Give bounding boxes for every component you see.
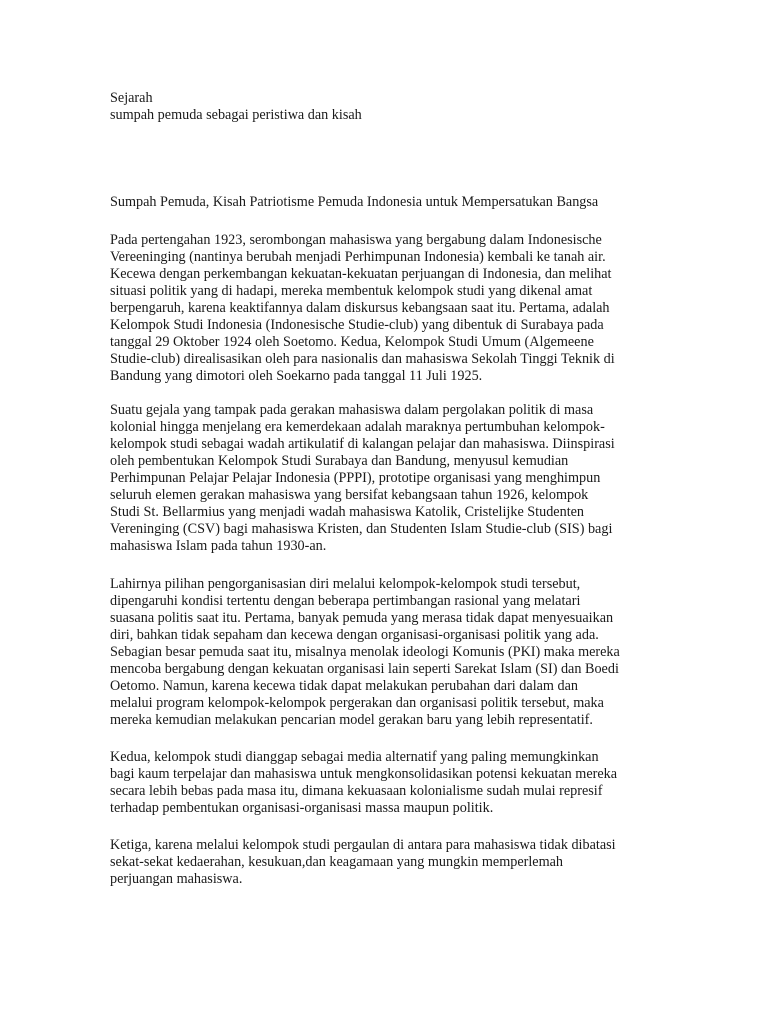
- text-line: kolonial hingga menjelang era kemerdekaan adalah maraknya pertumbuhan kelompok-: [110, 419, 605, 435]
- text-line: Kelompok Studi Indonesia (Indonesische Studie-club) yang dibentuk di Surabaya pada: [110, 317, 604, 333]
- text-line: sekat-sekat kedaerahan, kesukuan,dan keagamaan yang mungkin memperlemah: [110, 854, 564, 870]
- text-line: mencoba bergabung dengan kekuatan organisasi lain seperti Sarekat Islam (SI) dan Boedi: [110, 661, 619, 677]
- article-title: Sumpah Pemuda, Kisah Patriotisme Pemuda Indonesia untuk Mempersatukan Bangsa: [110, 194, 599, 210]
- document-header: [110, 90, 666, 124]
- text-line: Lahirnya pilihan pengorganisasian diri melalui kelompok-kelompok studi tersebut,: [110, 576, 581, 592]
- text-line: Bandung yang dimotori oleh Soekarno pada tanggal 11 Juli 1925.: [110, 368, 483, 384]
- header-line: sumpah pemuda sebagai peristiwa dan kisah: [110, 107, 362, 123]
- paragraph: [110, 576, 666, 729]
- text-line: Oetomo. Namun, karena kecewa tidak dapat melakukan perubahan dari dalam dan: [110, 678, 578, 694]
- text-line: mahasiswa Islam pada tahun 1930-an.: [110, 538, 327, 554]
- paragraph: [110, 837, 666, 888]
- text-line: Kedua, kelompok studi dianggap sebagai media alternatif yang paling memungkinkan: [110, 749, 599, 765]
- text-line: diri, bahkan tidak sepaham dan kecewa dengan organisasi-organisasi politik yang ada.: [110, 627, 599, 643]
- text-line: kelompok studi sebagai wadah artikulatif di kalangan pelajar dan mahasiswa. Diinspirasi: [110, 436, 615, 452]
- text-line: Studie-club) direalisasikan oleh para nasionalis dan mahasiswa Sekolah Tinggi Teknik di: [110, 351, 615, 367]
- text-line: Perhimpunan Pelajar Pelajar Indonesia (PPPI), prototipe organisasi yang menghimpun: [110, 470, 601, 486]
- text-line: berpengaruh, karena keaktifannya dalam diskursus kebangsaan saat itu. Pertama, adalah: [110, 300, 610, 316]
- text-line: Vereninging (CSV) bagi mahasiswa Kristen, dan Studenten Islam Studie-club (SIS) bagi: [110, 521, 613, 537]
- text-line: Vereeninging (nantinya berubah menjadi Perhimpunan Indonesia) kembali ke tanah air.: [110, 249, 606, 265]
- text-line: Studi St. Bellarmius yang menjadi wadah mahasiswa Katolik, Cristelijke Studenten: [110, 504, 585, 520]
- header-line: Sejarah: [110, 90, 153, 106]
- text-line: mereka kemudian melakukan pencarian model gerakan baru yang lebih representatif.: [110, 712, 593, 728]
- paragraph: [110, 232, 666, 385]
- text-line: oleh pembentukan Kelompok Studi Surabaya dan Bandung, menyusul kemudian: [110, 453, 569, 469]
- text-line: melalui program kelompok-kelompok pergerakan dan organisasi politik tersebut, maka: [110, 695, 604, 711]
- text-line: situasi politik yang di hadapi, mereka membentuk kelompok studi yang dikenal amat: [110, 283, 593, 299]
- text-line: Suatu gejala yang tampak pada gerakan mahasiswa dalam pergolakan politik di masa: [110, 402, 594, 418]
- text-line: secara lebih bebas pada masa itu, dimana kekuasaan kolonialisme sudah mulai represif: [110, 783, 603, 799]
- text-line: Pada pertengahan 1923, serombongan mahasiswa yang bergabung dalam Indonesische: [110, 232, 602, 248]
- paragraph: [110, 402, 666, 555]
- text-line: Kecewa dengan perkembangan kekuatan-kekuatan perjuangan di Indonesia, dan melihat: [110, 266, 612, 282]
- text-line: Ketiga, karena melalui kelompok studi pergaulan di antara para mahasiswa tidak dibatasi: [110, 837, 616, 853]
- text-line: dipengaruhi kondisi tertentu dengan beberapa pertimbangan rasional yang melatari: [110, 593, 581, 609]
- text-line: bagi kaum terpelajar dan mahasiswa untuk mengkonsolidasikan potensi kekuatan mereka: [110, 766, 618, 782]
- text-line: terhadap pembentukan organisasi-organisasi massa maupun politik.: [110, 800, 494, 816]
- paragraph: [110, 749, 666, 817]
- text-line: suasana politis saat itu. Pertama, banyak pemuda yang merasa tidak dapat menyesuaikan: [110, 610, 614, 626]
- text-line: Sebagian besar pemuda saat itu, misalnya menolak ideologi Komunis (PKI) maka mereka: [110, 644, 620, 660]
- text-line: perjuangan mahasiswa.: [110, 871, 243, 887]
- text-line: tanggal 29 Oktober 1924 oleh Soetomo. Kedua, Kelompok Studi Umum (Algemeene: [110, 334, 594, 350]
- text-line: seluruh elemen gerakan mahasiswa yang bersifat kebangsaan tahun 1926, kelompok: [110, 487, 589, 503]
